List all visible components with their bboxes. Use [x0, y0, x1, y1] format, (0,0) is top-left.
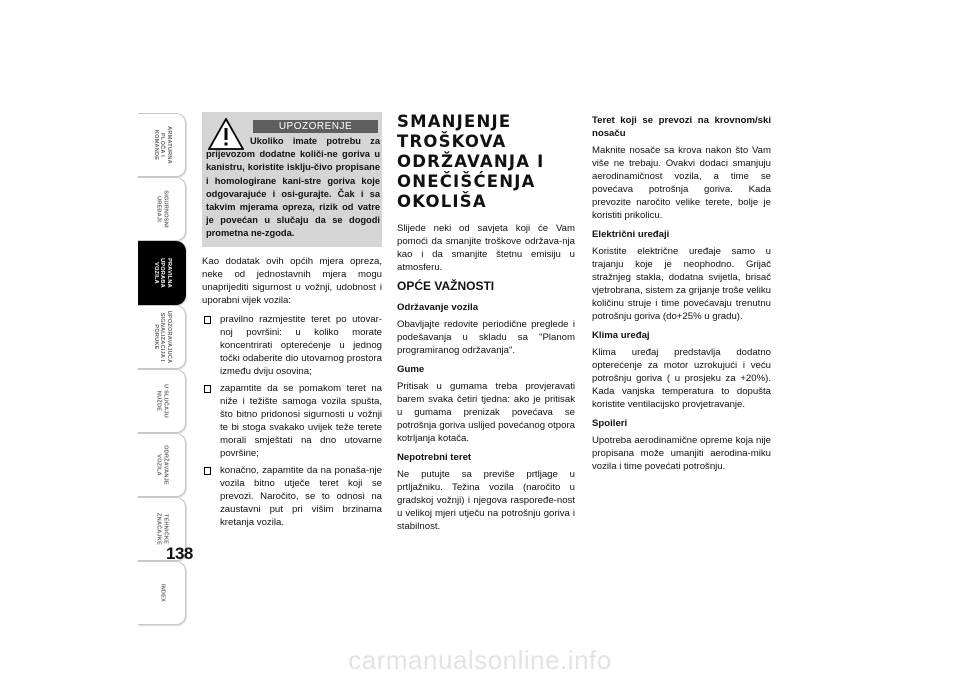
tab-label: ARMATURNA PLOČA I KOMANDE: [152, 126, 172, 164]
tab-label: U SLUČAJU NUŽDE: [155, 384, 168, 418]
warning-text-wrap: [206, 135, 380, 241]
section-heading: SMANJENJE TROŠKOVA ODRŽAVANJA I ONEČIŠĆENJA OKOLIŠA: [397, 112, 545, 211]
list-item-text: zapamtite da se pomakom teret na niže i težište samoga vozila spušta, što bitno pridonosi sigurnosti u vožnji te bi stoga svakako uvijek teže terete morali smještati na dno utovarne površine;: [220, 383, 382, 459]
tab-label: PRAVILNA UPORABA VOZILA: [152, 258, 172, 288]
warning-title: UPOZORENJE: [253, 120, 378, 133]
list-item-text: pravilno razmjestite teret po utovar-noj površini: u koliko morate koncentrirati opterećenje u jednog točki odaberite dio utovarnog prostora između dviju osovina;: [220, 314, 382, 377]
topic-text: Pritisak u gumama treba provjeravati barem svaka četiri tjedna: ako je pritisak u gumama prenizak povećava se potrošnja goriva uslijed povećanog otpora kotrljanja kotača.: [397, 381, 575, 444]
topic-text: Maknite nosače sa krova nakon što Vam više ne trebaju. Ovakvi dodaci smanjuju aerodinamičnost vozila, a time se povećava potrošnja goriva. Kada prevozite naročito velike terete, bolje je koristiti prikolicu.: [592, 145, 771, 221]
tab-emergency[interactable]: [138, 369, 186, 433]
warning-box: [202, 112, 382, 247]
page-number: 138: [166, 544, 193, 563]
tab-label: INDEX: [158, 583, 165, 603]
topic-title: Gume: [397, 364, 425, 375]
tab-label: SIGURNOSNI UREĐAJI: [155, 190, 168, 228]
tab-instrument-panel[interactable]: [138, 113, 186, 177]
column-2: [397, 112, 575, 539]
topic-title: Nepotrebni teret: [397, 452, 472, 463]
topic-text: Koristite električne uređaje samo u trajanju koje je neophodno. Grijač stražnjeg stakla, dodatna svijetla, brisač vjetrobrana, sistem za grijanje troše veliku količinu struje i time povećavaju trenutnu potrošnju goriva (do+25% u gradu).: [592, 246, 771, 322]
tab-warning-lights[interactable]: [138, 305, 186, 369]
list-item: [202, 313, 382, 378]
tab-index[interactable]: [138, 561, 186, 625]
watermark: carmanualsonline.info: [348, 645, 612, 675]
checkbox-bullet-icon: [204, 467, 211, 475]
topic-text: Ne putujte sa previše prtljage u prtljažniku. Težina vozila (naročito u gradskoj vožnji) i njegova raspoređe-nost u velikoj mjeri utječu na potrošnju goriva i stabilnost.: [397, 469, 575, 532]
tab-safety-devices[interactable]: [138, 177, 186, 241]
topic-title: Klima uređaj: [592, 330, 650, 341]
warning-text: Ukoliko imate potrebu za prijevozom dodatne količi-ne goriva u kanistru, koristite isklju-čivo propisane i homologirane kani-stre goriva koje odgovarajuće i osi-gurajte. Čak i sa takvim mjerama opreza, rizik od vatre je povećan u slučaju da se dogodi prometna ne-zgoda.: [206, 136, 380, 239]
topic-title: Električni uređaji: [592, 229, 670, 240]
checkbox-bullet-icon: [204, 316, 211, 324]
intro-paragraph: Kao dodatak ovih općih mjera opreza, neke od jednostavnih mjera mogu unaprijediti sigurnost u vožnji, udobnost i uporabni vijek vozila:: [202, 256, 382, 306]
list-item-text: konačno, zapamtite da na ponaša-nje vozila bitno utječe teret koji se prevozi. Naročito, se to odnosi na zaustavni put pri višim brzinama kretanja vozila.: [220, 465, 382, 528]
column-1: [202, 255, 382, 533]
tab-label: UPOZORAVAJUĆA SIGNALIZACIJA I PORUKE: [152, 310, 172, 364]
topic-text: Obavljajte redovite periodične preglede i podešavanja u skladu sa "Planom programiranog održavanja".: [397, 319, 575, 356]
topic-text: Klima uređaj predstavlja dodatno opterećenje za motor uzrokujući i veću potrošnju goriva ( u prosjeku za +20%). Kada vanjska temperatura to dopušta koristite ventilacijsko provjetravanje.: [592, 347, 771, 410]
tab-maintenance[interactable]: [138, 433, 186, 497]
subsection-heading: OPĆE VAŽNOSTI: [397, 279, 495, 293]
intro-paragraph: Slijede neki od savjeta koji će Vam pomoći da smanjite troškove održava-nja kao i da smanjite štetnu emisiju u atmosferu.: [397, 223, 575, 273]
checkbox-bullet-icon: [204, 385, 211, 393]
list-item: [202, 464, 382, 529]
tab-label: TEHNIČKE ZNAČAJKE: [155, 512, 168, 546]
column-3: [592, 114, 771, 479]
topic-text: Upotreba aerodinamične opreme koja nije propisana može umanjiti aerodina-miku vozila i time povećati potrošnju.: [592, 435, 771, 472]
tab-correct-use[interactable]: [138, 241, 186, 305]
topic-title: Teret koji se prevozi na krovnom/ski nosaču: [592, 115, 771, 139]
topic-title: Spoileri: [592, 418, 628, 429]
list-item: [202, 382, 382, 460]
topic-title: Održavanje vozila: [397, 302, 479, 313]
tab-label: ODRŽAVANJE VOZILA: [155, 445, 168, 485]
